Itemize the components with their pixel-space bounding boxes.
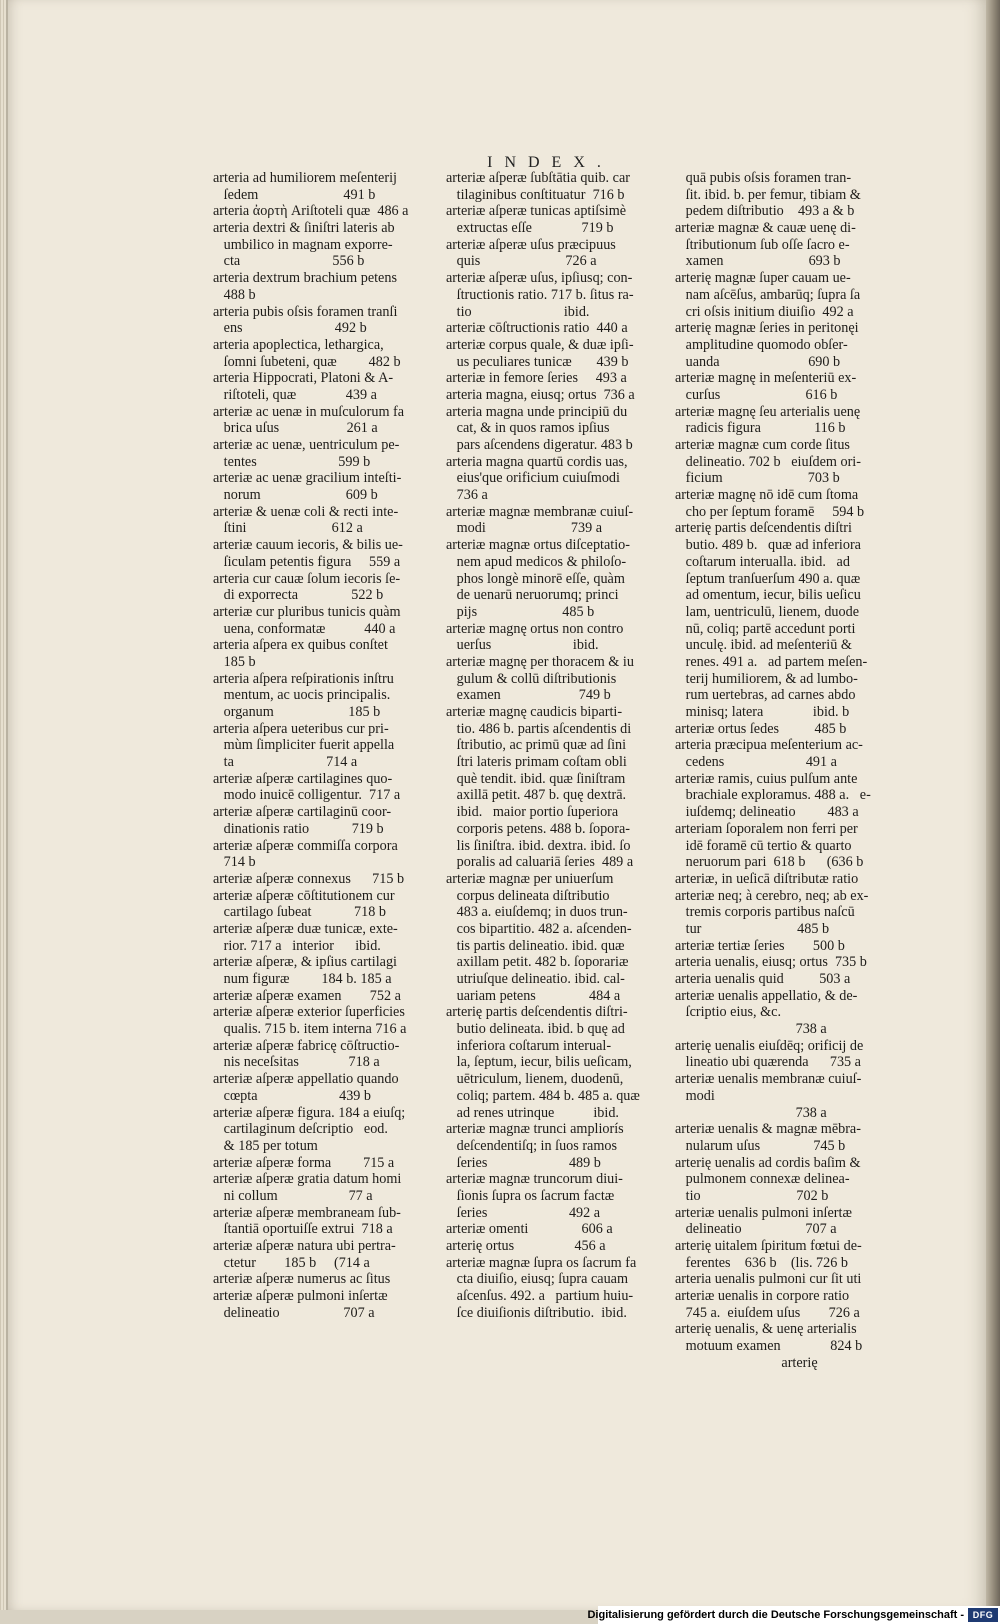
index-line: 488 b xyxy=(213,286,256,303)
index-line: arteriæ aſperæ pulmoni inſertæ xyxy=(213,1288,388,1305)
index-line: arteriæ aſperæ exterior ſuperficies xyxy=(213,1004,405,1021)
index-line: cho per ſeptum foramē 594 b xyxy=(675,503,865,520)
index-line: arteria magna unde principiū du xyxy=(446,403,628,420)
index-line: arteriæ aſperæ cartilaginū coor- xyxy=(213,804,392,821)
index-line: quis 726 a xyxy=(446,253,597,270)
index-line: lis ſiniſtra. ibid. dextra. ibid. ſo xyxy=(446,837,631,854)
index-line: dinationis ratio 719 b xyxy=(213,820,384,837)
index-line: organum 185 b xyxy=(213,704,381,720)
index-line: ſedem 491 b xyxy=(213,186,376,203)
index-line: arteriæ magnę ſeu arterialis uenę xyxy=(675,403,861,420)
index-line: de uenarū neruorumq; princi xyxy=(446,587,619,604)
index-line: arteriæ ac uenæ, uentriculum pe- xyxy=(213,437,400,453)
index-line: uerſus ibid. xyxy=(446,637,599,654)
index-line: pars aſcendens digeratur. 483 b xyxy=(446,437,633,453)
index-line: arteriæ omenti 606 a xyxy=(446,1221,613,1238)
index-line: arteriæ magnę in meſenteriū ex- xyxy=(675,370,857,387)
index-line: ſionis ſupra os ſacrum factæ xyxy=(446,1187,615,1204)
index-line: riſtoteli, quæ 439 a xyxy=(213,386,377,403)
index-line: arteriæ ramis, cuius pulſum ante xyxy=(675,770,858,787)
index-line: eius'que orificium cuiuſmodi xyxy=(446,470,620,487)
index-line: la, ſeptum, iecur, bilis ueſicam, xyxy=(446,1054,632,1071)
index-line: arterię magnæ ſeries in peritonęi xyxy=(675,320,859,337)
index-line: arteriæ magnę ortus non contro xyxy=(446,620,624,637)
index-line: cartilaginum deſcriptio eod. xyxy=(213,1121,388,1138)
index-line: arteriæ & uenæ coli & recti inte- xyxy=(213,503,399,520)
index-line: arteriæ uenalis membranæ cuiuſ- xyxy=(675,1071,862,1088)
index-line: arteriæ aſperæ uſus præcipuus xyxy=(446,236,616,253)
index-line: ſtructionis ratio. 717 b. ſitus ra- xyxy=(446,286,634,303)
index-line: arteriæ corpus quale, & duæ ipſi- xyxy=(446,336,634,353)
index-line: lam, uentriculū, lienem, duode xyxy=(675,603,859,620)
index-line: cta diuiſio, eiusq; ſupra cauam xyxy=(446,1271,629,1288)
index-line: arteriæ ac uenæ in muſculorum fa xyxy=(213,403,405,420)
index-line: extructas eſſe 719 b xyxy=(446,220,614,237)
index-line: delineatio. 702 b eiuſdem ori- xyxy=(675,453,861,470)
index-line: radicis figura 116 b xyxy=(675,420,846,437)
index-line: num figuræ 184 b. 185 a xyxy=(213,971,392,987)
index-line: arteriæ ortus ſedes 485 b xyxy=(675,720,847,737)
index-line: & 185 per totum xyxy=(213,1137,318,1154)
index-column-right xyxy=(675,170,907,1372)
index-line: arteriæ aſperæ connexus 715 b xyxy=(213,870,405,887)
index-line: arteria præcipua meſenterium ac- xyxy=(675,737,863,754)
index-line: deſcendentiſq; in ſuos ramos xyxy=(446,1137,618,1154)
index-line: ſiculam petentis figura 559 a xyxy=(213,553,401,570)
index-line: arteriæ cōſtructionis ratio 440 a xyxy=(446,320,628,337)
index-line: arteriæ aſperæ tunicas aptiſsimè xyxy=(446,203,627,220)
index-line: arteriæ aſperæ natura ubi pertra- xyxy=(213,1238,396,1254)
index-line: arteria aſpera ex quibus conſtet xyxy=(213,637,388,654)
index-line: ibid. maior portio ſuperiora xyxy=(446,804,619,821)
index-line: arteriæ aſperæ appellatio quando xyxy=(213,1071,399,1088)
index-line: mentum, ac uocis principalis. xyxy=(213,687,391,704)
index-line: arteria ἀορτὴ Ariſtoteli quæ 486 a xyxy=(213,203,409,220)
index-line: ſeries 492 a xyxy=(446,1204,601,1221)
index-line: minisq; latera ibid. b xyxy=(675,704,850,720)
index-line: utriuſque delineatio. ibid. cal- xyxy=(446,971,625,987)
index-line: inferiora coſtarum interual- xyxy=(446,1037,612,1054)
index-line: ni collum 77 a xyxy=(213,1187,373,1204)
index-line: arteriæ tertiæ ſeries 500 b xyxy=(675,937,845,954)
index-line: arterię partis deſcendentis diſtri xyxy=(675,520,852,537)
index-line: axillam petit. 482 b. ſoporariæ xyxy=(446,954,629,971)
index-line: corporis petens. 488 b. ſopora- xyxy=(446,820,631,837)
index-line: arteriæ aſperæ examen 752 a xyxy=(213,987,401,1004)
index-line: ſomni ſubeteni, quæ 482 b xyxy=(213,353,401,370)
index-line: renes. 491 a. ad partem meſen- xyxy=(675,653,868,670)
index-column-left xyxy=(213,170,441,1321)
index-line: arteriæ aſperæ cartilagines quo- xyxy=(213,770,393,787)
index-line: aſcenſus. 492. a partium huiu- xyxy=(446,1288,634,1305)
index-line: 714 b xyxy=(213,854,256,871)
index-line: arteriæ aſperæ commiſſa corpora xyxy=(213,837,398,854)
index-line: arteriam ſoporalem non ferri per xyxy=(675,820,858,837)
index-line: arteriæ magnę per thoracem & iu xyxy=(446,653,634,670)
index-line: arteriæ magnę nō idē cum ſtoma xyxy=(675,487,859,504)
index-line: uanda 690 b xyxy=(675,353,841,370)
book-gutter-edge xyxy=(986,0,1000,1610)
index-line: nam aſcēſus, ambarūq; ſupra ſa xyxy=(675,286,861,303)
index-line: arteria ad humiliorem meſenterij xyxy=(213,170,397,186)
index-line: tentes 599 b xyxy=(213,453,371,470)
index-line: arterię ortus 456 a xyxy=(446,1238,606,1254)
index-line: iuſdemq; delineatio 483 a xyxy=(675,804,859,821)
index-line: arteriæ magnæ truncorum diui- xyxy=(446,1171,623,1188)
index-line: motuum examen 824 b xyxy=(675,1338,863,1355)
index-line: ferentes 636 b (lis. 726 b xyxy=(675,1254,848,1271)
index-line: arteriæ neq; à cerebro, neq; ab ex- xyxy=(675,887,869,904)
index-line: delineatio 707 a xyxy=(213,1304,375,1321)
index-line: tur 485 b xyxy=(675,920,830,937)
index-line: uariam petens 484 a xyxy=(446,987,621,1004)
index-line: arteria uenalis quid 503 a xyxy=(675,971,851,987)
index-line: nis neceſsitas 718 a xyxy=(213,1054,380,1071)
index-line: arteriæ aſperæ, & ipſius cartilagi xyxy=(213,954,397,971)
index-line: modo inuicē colligentur. 717 a xyxy=(213,787,401,804)
index-line: arterię magnæ ſuper cauam ue- xyxy=(675,270,851,287)
index-line: arteria Hippocrati, Platoni & A- xyxy=(213,370,394,387)
index-line: amplitudine quomodo obſer- xyxy=(675,336,848,353)
index-line: tis partis delineatio. ibid. quæ xyxy=(446,937,625,954)
index-line: 736 a xyxy=(446,487,488,504)
index-line: ſce diuiſionis diſtributio. ibid. xyxy=(446,1304,627,1321)
index-line: gulum & collū diſtributionis xyxy=(446,670,617,687)
index-line: 483 a. eiuſdemq; in duos trun- xyxy=(446,904,628,921)
index-line: tio ibid. xyxy=(446,303,590,320)
index-line: arteriæ aſperæ gratia datum homi xyxy=(213,1171,402,1188)
index-line: tio 702 b xyxy=(675,1187,829,1204)
index-line: qualis. 715 b. item interna 716 a xyxy=(213,1021,407,1038)
index-line: arteriæ in femore ſeries 493 a xyxy=(446,370,627,387)
index-line: arterię xyxy=(675,1354,818,1371)
index-line: arteriæ cur pluribus tunicis quàm xyxy=(213,603,401,620)
index-line: 738 a xyxy=(675,1104,827,1121)
index-line: pedem diſtributio 493 a & b xyxy=(675,203,855,220)
index-line: coſtarum interualla. ibid. ad xyxy=(675,553,850,570)
index-line: arterię uenalis ad cordis baſim & xyxy=(675,1154,861,1171)
index-line: us peculiares tunicæ 439 b xyxy=(446,353,629,370)
index-line: 185 b xyxy=(213,653,256,670)
index-line: uētriculum, lienem, duodenū, xyxy=(446,1071,624,1088)
index-line: arteria cur cauæ ſolum iecoris ſe- xyxy=(213,570,401,587)
index-line: 738 a xyxy=(675,1021,827,1038)
index-line: arteria dextrum brachium petens xyxy=(213,270,397,287)
index-line: arteria aſpera reſpirationis inſtru xyxy=(213,670,394,687)
index-line: cœpta 439 b xyxy=(213,1087,372,1104)
index-line: arteriæ aſperæ fabricę cōſtructio- xyxy=(213,1037,400,1054)
index-line: arteria pubis oſsis foramen tranſi xyxy=(213,303,398,320)
index-line: arteriæ magnæ ortus diſceptatio- xyxy=(446,537,630,554)
index-line: ſtantiā oportuiſſe extrui 718 a xyxy=(213,1221,393,1238)
index-line: tremis corporis partibus naſcū xyxy=(675,904,855,921)
index-line: mùm ſimpliciter fuerit appella xyxy=(213,737,395,754)
index-line: arteriæ, in ueſicā diſtributæ ratio xyxy=(675,870,859,887)
index-line: cat, & in quos ramos ipſius xyxy=(446,420,610,437)
index-line: ſcriptio eius, &c. xyxy=(675,1004,781,1021)
index-line: arteria aſpera ueteribus cur pri- xyxy=(213,720,389,737)
index-line: ſeries 489 b xyxy=(446,1154,601,1171)
index-line: cta 556 b xyxy=(213,253,365,270)
index-line: arteria magna, eiusq; ortus 736 a xyxy=(446,386,635,403)
index-line: arteriæ magnę caudicis biparti- xyxy=(446,704,623,720)
index-line: cedens 491 a xyxy=(675,754,837,771)
index-line: arteria dextri & ſiniſtri lateris ab xyxy=(213,220,395,237)
index-line: arterię uitalem ſpiritum fœtui de- xyxy=(675,1238,862,1254)
index-line: examen 749 b xyxy=(446,687,611,704)
index-line: arteriæ cauum iecoris, & bilis ue- xyxy=(213,537,403,554)
index-line: arteriæ aſperæ membraneam ſub- xyxy=(213,1204,401,1221)
index-column-middle xyxy=(446,170,674,1321)
index-line: poralis ad caluariā ſeries 489 a xyxy=(446,854,634,871)
index-line: arteriæ aſperæ figura. 184 a eiuſq; xyxy=(213,1104,406,1121)
index-line: ctetur 185 b (714 a xyxy=(213,1254,370,1271)
index-line: arterię uenalis eiuſdēq; orificij de xyxy=(675,1037,864,1054)
index-line: norum 609 b xyxy=(213,487,378,504)
index-line: arteriæ aſperæ ſubſtātia quib. car xyxy=(446,170,630,186)
index-line: ſtributionum ſub oſſe ſacro e- xyxy=(675,236,850,253)
index-line: què tendit. ibid. quæ ſiniſtram xyxy=(446,770,626,787)
index-line: ſtributio, ac primū quæ ad ſini xyxy=(446,737,627,754)
index-line: arterię uenalis, & uenę arterialis xyxy=(675,1321,857,1338)
index-line: ſtini 612 a xyxy=(213,520,363,537)
index-line: arteriæ aſperæ forma 715 a xyxy=(213,1154,395,1171)
index-line: ad omentum, iecur, bilis ueſicu xyxy=(675,587,861,604)
index-line: nularum uſus 745 b xyxy=(675,1137,846,1154)
index-line: di exporrecta 522 b xyxy=(213,587,384,604)
index-line: butio delineata. ibid. b quę ad xyxy=(446,1021,625,1038)
index-line: axillā petit. 487 b. quę dextrā. xyxy=(446,787,627,804)
index-line: ficium 703 b xyxy=(675,470,840,487)
index-line: cos bipartitio. 482 a. aſcenden- xyxy=(446,920,632,937)
index-line: arteriæ magnæ & cauæ uenę di- xyxy=(675,220,856,237)
index-line: arteriæ magnæ ſupra os ſacrum fa xyxy=(446,1254,637,1271)
index-line: brachiale exploramus. 488 a. e- xyxy=(675,787,871,804)
index-line: arteriæ ac uenæ gracilium inteſti- xyxy=(213,470,402,487)
index-line: arteriæ magnæ trunci ampliorís xyxy=(446,1121,624,1138)
index-line: neruorum pari 618 b (636 b xyxy=(675,854,864,871)
index-line: corpus delineata diſtributio xyxy=(446,887,610,904)
index-line: ta 714 a xyxy=(213,754,358,771)
index-line: pijs 485 b xyxy=(446,603,595,620)
index-line: ſeptum tranſuerſum 490 a. quæ xyxy=(675,570,861,587)
index-line: cri oſsis initium diuiſio 492 a xyxy=(675,303,854,320)
index-line: ad renes utrinque ibid. xyxy=(446,1104,619,1121)
index-line: 745 a. eiuſdem uſus 726 a xyxy=(675,1304,860,1321)
index-line: brica uſus 261 a xyxy=(213,420,378,437)
index-line: nem apud medicos & philoſo- xyxy=(446,553,627,570)
index-line: arteriæ uenalis pulmoni inſertæ xyxy=(675,1204,852,1221)
index-line: arteriæ aſperæ cōſtitutionem cur xyxy=(213,887,395,904)
index-line: phos longè minorē eſſe, quàm xyxy=(446,570,625,587)
index-line: cartilago ſubeat 718 b xyxy=(213,904,386,921)
index-line: arteria uenalis pulmoni cur ſit uti xyxy=(675,1271,862,1288)
index-line: uena, conformatæ 440 a xyxy=(213,620,396,637)
index-line: lineatio ubi quærenda 735 a xyxy=(675,1054,861,1071)
index-line: arteriæ uenalis & magnæ mēbra- xyxy=(675,1121,861,1138)
index-line: tio. 486 b. partis aſcendentis di xyxy=(446,720,632,737)
index-line: pulmonem connexæ delinea- xyxy=(675,1171,850,1188)
index-line: unculę. ibid. ad meſenteriū & xyxy=(675,637,852,654)
dfg-logo: DFG xyxy=(968,1608,998,1622)
index-line: nū, coliq; partē accedunt porti xyxy=(675,620,856,637)
index-line: arteria apoplectica, lethargica, xyxy=(213,336,384,353)
index-line: arteriæ magnæ membranæ cuiuſ- xyxy=(446,503,634,520)
index-line: idē foramē cū tertio & quarto xyxy=(675,837,852,854)
index-line: rum uertebras, ad carnes abdo xyxy=(675,687,856,704)
index-line: modi 739 a xyxy=(446,520,603,537)
index-line: arterię partis deſcendentis diſtri- xyxy=(446,1004,628,1021)
index-line: arteriæ magnæ cum corde ſitus xyxy=(675,437,850,453)
index-line: tilaginibus conſtituatur 716 b xyxy=(446,186,625,203)
page-header: INDEX. xyxy=(487,154,613,171)
index-line: arteria magna quartū cordis uas, xyxy=(446,453,628,470)
index-line: arteriæ aſperæ uſus, ipſiusq; con- xyxy=(446,270,633,287)
index-line: arteriæ uenalis in corpore ratio xyxy=(675,1288,850,1305)
index-line: umbilico in magnam exporre- xyxy=(213,236,393,253)
index-line: ſit. ibid. b. per femur, tibiam & xyxy=(675,186,861,203)
index-line: delineatio 707 a xyxy=(675,1221,837,1238)
index-line: terij humiliorem, & ad lumbo- xyxy=(675,670,858,687)
index-line: arteria uenalis, eiusq; ortus 735 b xyxy=(675,954,867,971)
digitization-footer xyxy=(587,1606,1000,1624)
index-line: curſus 616 b xyxy=(675,386,838,403)
index-line: modi xyxy=(675,1087,715,1104)
index-line: rior. 717 a interior ibid. xyxy=(213,937,381,954)
index-line: ſtri lateris primam coſtam obli xyxy=(446,754,627,771)
index-line: arteriæ uenalis appellatio, & de- xyxy=(675,987,858,1004)
index-line: arteriæ aſperæ duæ tunicæ, exte- xyxy=(213,920,398,937)
index-line: arteriæ magnæ per uniuerſum xyxy=(446,870,614,887)
index-line: butio. 489 b. quæ ad inferiora xyxy=(675,537,861,554)
index-line: coliq; partem. 484 b. 485 a. quæ xyxy=(446,1087,640,1104)
index-line: arteriæ aſperæ numerus ac ſitus xyxy=(213,1271,391,1288)
index-line: xamen 693 b xyxy=(675,253,841,270)
footer-text: Digitalisierung gefördert durch die Deutsche Forschungsgemeinschaft - xyxy=(587,1609,964,1621)
index-line: ens 492 b xyxy=(213,320,367,337)
index-line: quā pubis oſsis foramen tran- xyxy=(675,170,852,186)
